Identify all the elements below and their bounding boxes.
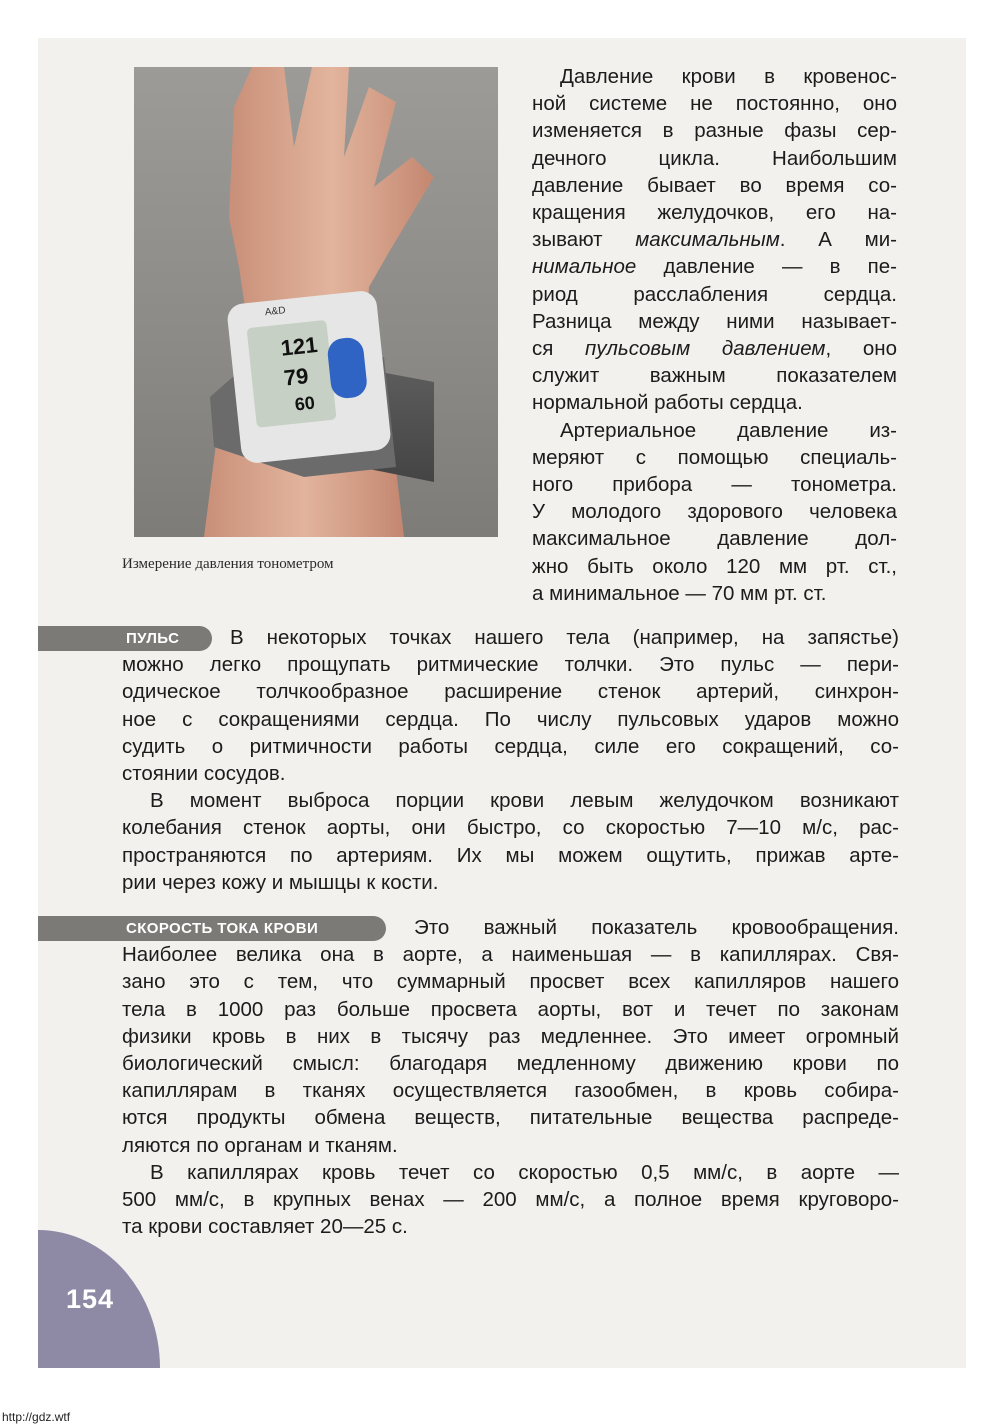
italic-term: нимальное — [532, 255, 637, 279]
text-line — [122, 814, 899, 841]
text-fragment: ляются по органам и тканям. — [122, 1133, 398, 1157]
text-fragment: можно легко прощупать ритмические толчки. Это пульс — пери- — [122, 653, 899, 677]
italic-term: пульсовым давлением — [585, 337, 826, 361]
right-column-text — [532, 63, 897, 607]
text-fragment: ного прибора — тонометра. — [532, 473, 897, 497]
text-line — [532, 308, 897, 335]
text-fragment: нормальной работы сердца. — [532, 391, 803, 415]
text-line — [532, 553, 897, 580]
text-fragment: дечного цикла. Наибольшим — [532, 146, 897, 170]
text-line — [122, 1023, 899, 1050]
text-line — [532, 90, 897, 117]
text-line — [122, 624, 899, 651]
text-fragment: ной системе не постоянно, оно — [532, 92, 897, 116]
text-fragment: Артериальное давление из- — [560, 418, 897, 442]
text-fragment: зывают — [532, 228, 636, 252]
text-line — [532, 145, 897, 172]
text-fragment: . А ми- — [779, 228, 897, 252]
text-fragment: У молодого здорового человека — [532, 500, 897, 524]
text-line — [122, 678, 899, 705]
text-line — [122, 733, 899, 760]
text-line — [122, 651, 899, 678]
text-line — [532, 335, 897, 362]
text-line — [532, 417, 897, 444]
text-line — [122, 842, 899, 869]
text-line — [122, 760, 899, 787]
text-line — [532, 525, 897, 552]
text-line — [532, 498, 897, 525]
text-line — [532, 199, 897, 226]
footer-url: http://gdz.wtf — [2, 1410, 71, 1424]
section-label-pulse: ПУЛЬС — [38, 626, 212, 651]
text-line — [122, 996, 899, 1023]
text-fragment: а минимальное — 70 мм рт. ст. — [532, 581, 827, 605]
text-fragment: В момент выброса порции крови левым желудочком возникают — [150, 789, 899, 813]
photo-caption: Измерение давления тонометром — [122, 556, 334, 572]
text-line — [532, 63, 897, 90]
text-line — [122, 914, 899, 941]
text-line — [532, 580, 897, 607]
text-fragment: В некоторых точках нашего тела (например, на запястье) — [230, 626, 899, 649]
text-line — [532, 362, 897, 389]
text-fragment: максимальное давление дол- — [532, 527, 897, 551]
text-line — [532, 172, 897, 199]
text-line — [122, 1104, 899, 1131]
text-fragment: ются продукты обмена веществ, питательные вещества распреде- — [122, 1106, 899, 1130]
speed-section-text — [122, 914, 899, 1240]
device-pulse: 60 — [293, 392, 316, 415]
text-fragment: изменяется в разные фазы сер- — [532, 119, 897, 143]
pulse-section-text — [122, 624, 899, 896]
text-fragment: , оно — [825, 337, 898, 361]
device-systolic: 121 — [279, 332, 319, 361]
tonometer-photo — [134, 67, 498, 537]
text-fragment: В капиллярах кровь течет со скоростью 0,5 мм/с, в аорте — — [150, 1160, 899, 1184]
text-line — [532, 471, 897, 498]
text-fragment: ся — [532, 337, 586, 361]
text-fragment: кращения желудочков, его на- — [532, 201, 897, 225]
text-fragment: меряют с помощью специаль- — [532, 445, 897, 469]
text-line — [122, 1077, 899, 1104]
text-fragment: та крови составляет 20—25 с. — [122, 1215, 408, 1239]
text-fragment: Это важный показатель кровообращения. — [414, 916, 899, 939]
text-line — [122, 706, 899, 733]
text-fragment: 500 мм/с, в крупных венах — 200 мм/с, а полное время круговоро- — [122, 1188, 899, 1212]
text-fragment: зано это с тем, что суммарный просвет всех капилляров нашего — [122, 970, 899, 994]
text-fragment: Давление крови в кровенос- — [560, 65, 897, 88]
text-fragment: колебания стенок аорты, они быстро, со скоростью 7—10 м/с, рас- — [122, 816, 899, 840]
text-fragment: пространяются по артериям. Их мы можем ощутить, прижав арте- — [122, 843, 899, 867]
page-number: 154 — [66, 1284, 115, 1314]
text-line — [532, 389, 897, 416]
text-line — [532, 226, 897, 253]
text-line — [122, 1050, 899, 1077]
text-fragment: физики кровь в них в тысячу раз медленнее. Это имеет огромный — [122, 1024, 899, 1048]
text-line — [532, 444, 897, 471]
text-line — [122, 1186, 899, 1213]
text-fragment: тела в 1000 раз больше просвета аорты, вот и течет по законам — [122, 997, 899, 1021]
text-line — [122, 1213, 899, 1240]
text-line — [532, 281, 897, 308]
section-label-speed: СКОРОСТЬ ТОКА КРОВИ — [38, 916, 386, 941]
text-fragment: ное с сокращениями сердца. По числу пульсовых ударов можно — [122, 707, 899, 731]
text-line — [122, 869, 899, 896]
text-fragment: Наиболее велика она в аорте, а наименьшая — в капиллярах. Свя- — [122, 943, 899, 967]
wrist-illustration — [134, 67, 498, 537]
text-fragment: биологический смысл: благодаря медленному движению крови по — [122, 1052, 899, 1076]
text-line — [532, 117, 897, 144]
text-line — [122, 968, 899, 995]
text-line — [122, 941, 899, 968]
text-line — [122, 1132, 899, 1159]
text-fragment: Разница между ними называет- — [532, 309, 897, 333]
text-fragment: рии через кожу и мышцы к кости. — [122, 870, 439, 894]
text-line — [122, 787, 899, 814]
text-fragment: служит важным показателем — [532, 364, 897, 388]
text-fragment: давление бывает во время со- — [532, 173, 897, 197]
text-fragment: риод расслабления сердца. — [532, 282, 897, 306]
text-fragment: судить о ритмичности работы сердца, силе его сокращений, со- — [122, 734, 899, 758]
text-fragment: стоянии сосудов. — [122, 762, 286, 786]
text-line — [532, 253, 897, 280]
italic-term: максимальным — [635, 228, 780, 252]
text-fragment: одическое толчкообразное расширение стенок артерий, синхрон- — [122, 680, 899, 704]
text-fragment: давление — в пе- — [636, 255, 897, 279]
text-fragment: жно быть около 120 мм рт. ст., — [532, 554, 897, 578]
text-fragment: капиллярам в тканях осуществляется газообмен, в кровь собира- — [122, 1079, 899, 1103]
text-line — [122, 1159, 899, 1186]
device-diastolic: 79 — [282, 363, 310, 391]
device-brand: A&D — [264, 305, 287, 319]
